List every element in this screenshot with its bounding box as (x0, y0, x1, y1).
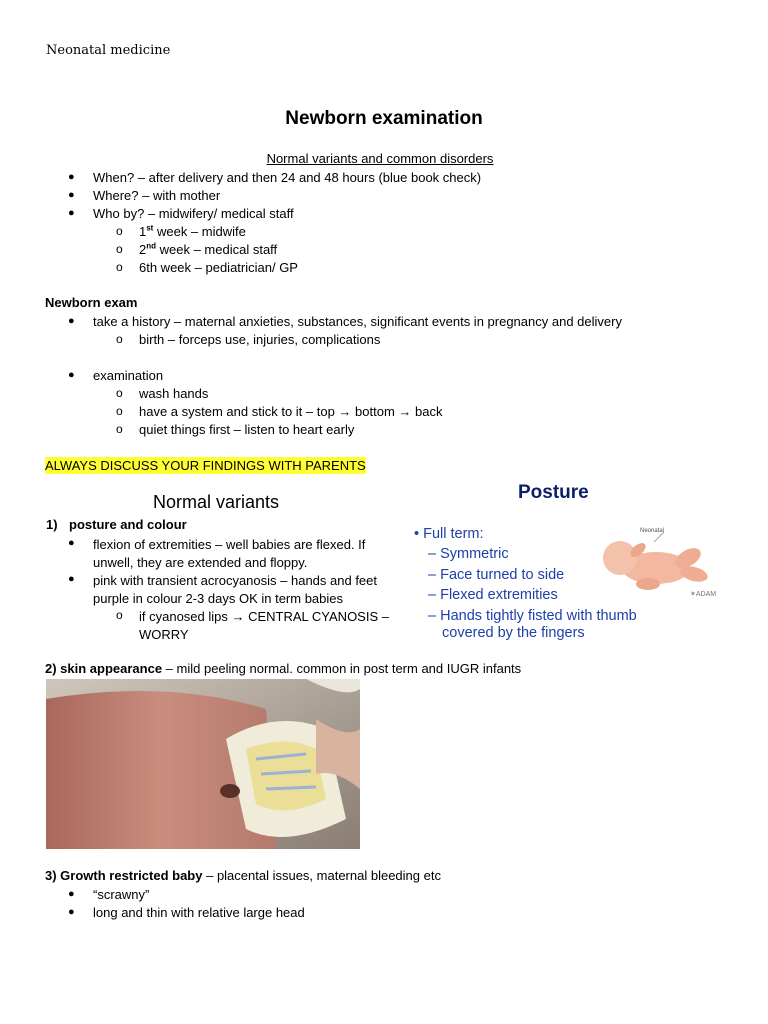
growth-text: – placental issues, maternal bleeding etc (202, 868, 441, 883)
flexion-item: flexion of extremities – well babies are flexed. If unwell, they are extended and floppy. (93, 537, 366, 570)
figure-label: Neonatal (640, 528, 665, 534)
normal-variants-title: Normal variants (153, 492, 280, 512)
growth-bullet: “scrawny” (93, 887, 150, 902)
skin-label: 2) skin appearance (45, 661, 163, 676)
exam-sub-item: quiet things first – listen to heart early (139, 422, 355, 437)
skin-line (45, 661, 521, 676)
slide-line: – Face turned to side (428, 567, 565, 583)
exam-heading: Newborn exam (45, 295, 138, 310)
page-title: Newborn examination (285, 108, 483, 129)
acrocyanosis-item: pink with transient acrocyanosis – hands and feet purple in colour 2-3 days OK in term babies (93, 573, 378, 606)
sub-item-week-1: 1st week – midwife (139, 223, 246, 239)
slide-line: • Full term: (414, 526, 484, 542)
bullet-symbol: ● (68, 906, 75, 918)
sub-item-week-6: 6th week – pediatrician/ GP (139, 260, 298, 275)
circle-symbol: o (116, 422, 123, 436)
where-item: Where? – with mother (93, 188, 221, 203)
circle-symbol: o (116, 404, 123, 418)
bullet-symbol: ● (68, 315, 75, 327)
slide-line: – Hands tightly fisted with thumb (428, 608, 637, 624)
exam-sub-item: wash hands (139, 386, 209, 401)
bullet-symbol: ● (68, 369, 75, 381)
slide-line: covered by the fingers (442, 625, 585, 641)
skin-text: – mild peeling normal. common in post term and IUGR infants (162, 661, 522, 676)
exam-sub-item: have a system and stick to it – top → bottom → back (139, 404, 443, 419)
cyanosis-sub-item: if cyanosed lips → CENTRAL CYANOSIS – WORRY (139, 609, 389, 642)
who-item: Who by? – midwifery/ medical staff (93, 206, 294, 221)
growth-label: 3) Growth restricted baby (45, 868, 203, 883)
item-label: posture and colour (69, 517, 187, 532)
when-item: When? – after delivery and then 24 and 48 hours (blue book check) (93, 170, 482, 185)
bullet-symbol: ● (68, 537, 75, 549)
history-item: take a history – maternal anxieties, substances, significant events in pregnancy and delivery (93, 314, 622, 329)
posture-slide-title: Posture (518, 482, 589, 503)
growth-line (45, 868, 441, 883)
slide-line: – Flexed extremities (428, 587, 558, 603)
bullet-symbol: ● (68, 573, 75, 585)
adam-credit: ✶ADAM (690, 591, 717, 598)
history-sub-item: birth – forceps use, injuries, complications (139, 332, 381, 347)
examination-item: examination (93, 368, 164, 383)
item-number: 1) (46, 517, 58, 532)
skin-peeling-photo (46, 679, 360, 849)
growth-bullet: long and thin with relative large head (93, 905, 305, 920)
circle-symbol: o (116, 332, 123, 346)
circle-symbol: o (116, 608, 123, 622)
bullet-symbol: ● (68, 189, 75, 201)
posture-slide (404, 480, 728, 650)
circle-symbol: o (116, 224, 123, 238)
slide-line: – Symmetric (428, 546, 509, 562)
bullet-symbol: ● (68, 888, 75, 900)
subtitle: Normal variants and common disorders (266, 151, 494, 166)
sub-item-week-2: 2nd week – medical staff (139, 241, 278, 257)
circle-symbol: o (116, 386, 123, 400)
bullet-symbol: ● (68, 171, 75, 183)
page-header: Neonatal medicine (46, 43, 171, 58)
bullet-symbol: ● (68, 207, 75, 219)
circle-symbol: o (116, 242, 123, 256)
highlight-banner: ALWAYS DISCUSS YOUR FINDINGS WITH PARENTS (45, 458, 366, 473)
circle-symbol: o (116, 260, 123, 274)
